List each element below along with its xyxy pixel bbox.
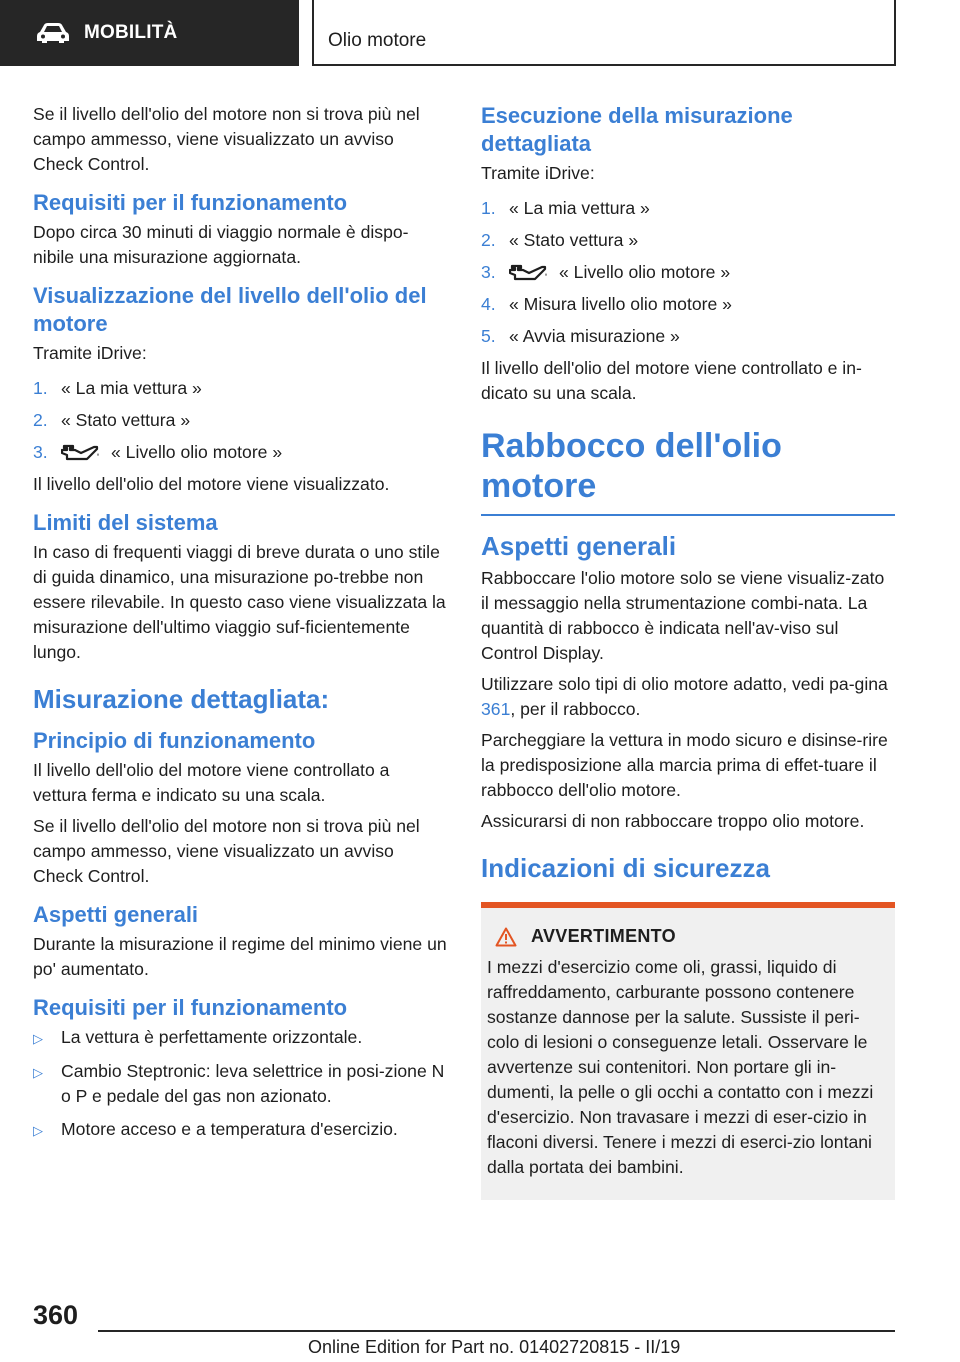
step-number: 5.	[481, 326, 496, 346]
display-level-result: Il livello dell'olio del motore viene visualizzato.	[33, 474, 390, 494]
warning-text: I mezzi d'esercizio come oli, grassi, liquido di raffreddamento, carburante possono contenere sostanze dannose per la salute. Sussiste il peri‐colo di lesioni o conseguenze letali. Osservare le avvertenze sui contenitori. Non portare gli in‐dumenti, la pelle o gli occhi a contatto con i mezzi d'esercizio. Non travasare i mezzi di eser‐cizio in flaconi diversi. Tenere i mezzi di eserci‐zio lontani dalla portata dei bambini.	[487, 957, 874, 1177]
list-item	[481, 288, 895, 320]
page-number: 360	[33, 1300, 79, 1330]
step-text: « Stato vettura »	[509, 230, 639, 250]
list-item	[481, 256, 895, 288]
list-item	[481, 192, 895, 224]
step-text: « Avvia misurazione »	[509, 326, 680, 346]
step-number: 3.	[33, 442, 48, 462]
list-item	[33, 404, 448, 436]
step-text: « La mia vettura »	[509, 198, 650, 218]
footer-divider	[98, 1330, 895, 1332]
general-heading: Aspetti generali	[33, 902, 199, 927]
warning-title: AVVERTIMENTO	[531, 926, 676, 946]
left-column	[33, 102, 448, 1151]
requirements-text: Dopo circa 30 minuti di viaggio normale è dispo‐nibile una misurazione aggiornata.	[33, 222, 409, 267]
chapter-header	[312, 0, 896, 66]
step-text: « Misura livello olio motore »	[509, 294, 732, 314]
warning-header	[487, 926, 887, 947]
display-level-heading: Visualizzazione del livello dell'olio del motore	[33, 283, 427, 336]
execution-steps	[481, 192, 895, 352]
list-item	[33, 372, 448, 404]
step-number: 3.	[481, 262, 496, 282]
chapter-name: Olio motore	[328, 30, 427, 51]
bullet-text: Cambio Steptronic: leva selettrice in posi‐zione N o P e pedale del gas non azionato.	[61, 1061, 445, 1106]
general-aspects-text-3: Parcheggiare la vettura in modo sicuro e disinse‐rire la predisposizione alla marcia prima di effet‐tuare il rabbocco dell'olio motore.	[481, 730, 888, 800]
warning-triangle-icon	[495, 927, 517, 947]
topup-heading: Rabbocco dell'olio motore	[481, 426, 895, 516]
bullet-text: La vettura è perfettamente orizzontale.	[61, 1027, 363, 1047]
principle-text-1: Il livello dell'olio del motore viene controllato a vettura ferma e indicato su una scala.	[33, 760, 390, 805]
step-text: « Livello olio motore »	[559, 262, 731, 282]
principle-text-2: Se il livello dell'olio del motore non si trova più nel campo ammesso, viene visualizzato un avviso Check Control.	[33, 816, 420, 886]
section-name: MOBILITÀ	[84, 22, 178, 43]
requirements-list	[33, 1025, 448, 1143]
step-number: 2.	[33, 410, 48, 430]
triangle-bullet-icon: ▷	[33, 1123, 43, 1138]
step-number: 1.	[481, 198, 496, 218]
right-column	[481, 102, 895, 1200]
list-item	[33, 436, 448, 468]
execution-heading: Esecuzione della misurazione dettagliata	[481, 103, 793, 156]
display-level-steps	[33, 372, 448, 468]
execution-result: Il livello dell'olio del motore viene controllato e in‐dicato su una scala.	[481, 358, 862, 403]
display-level-intro: Tramite iDrive:	[33, 343, 147, 363]
page-link[interactable]: 361	[481, 699, 511, 719]
list-item	[481, 320, 895, 352]
general-aspects-heading: Aspetti generali	[481, 531, 677, 561]
principle-heading: Principio di funzionamento	[33, 728, 316, 753]
warning-box	[481, 902, 895, 1200]
footer-edition: Online Edition for Part no. 01402720815 - II/19	[308, 1337, 681, 1357]
detailed-measurement-heading: Misurazione dettagliata:	[33, 684, 330, 714]
step-text: « La mia vettura »	[61, 378, 202, 398]
text-part: , per il rabbocco.	[510, 699, 641, 719]
requirements-heading-2: Requisiti per il funzionamento	[33, 995, 348, 1020]
section-tab	[0, 0, 299, 66]
step-text: « Livello olio motore »	[111, 442, 283, 462]
limits-heading: Limiti del sistema	[33, 510, 218, 535]
step-number: 2.	[481, 230, 496, 250]
general-aspects-text-2	[481, 672, 895, 722]
triangle-bullet-icon: ▷	[33, 1031, 43, 1046]
list-item	[33, 1117, 448, 1143]
limits-text: In caso di frequenti viaggi di breve durata o uno stile di guida dinamico, una misurazione po‐trebbe non essere rilevabile. In questo caso viene visualizzata la misurazione dell'ultimo viaggio suf‐ficientemente lungo.	[33, 542, 446, 662]
step-text: « Stato vettura »	[61, 410, 191, 430]
list-item	[33, 1059, 448, 1109]
step-number: 1.	[33, 378, 48, 398]
general-text: Durante la misurazione il regime del minimo viene un po' aumentato.	[33, 934, 447, 979]
list-item	[33, 1025, 448, 1051]
oil-can-icon	[509, 261, 549, 283]
intro-paragraph: Se il livello dell'olio del motore non si trova più nel campo ammesso, viene visualizzato un avviso Check Control.	[33, 104, 420, 174]
general-aspects-text-4: Assicurarsi di non rabboccare troppo olio motore.	[481, 811, 865, 831]
execution-intro: Tramite iDrive:	[481, 163, 595, 183]
triangle-bullet-icon: ▷	[33, 1065, 43, 1080]
general-aspects-text-1: Rabboccare l'olio motore solo se viene visualiz‐zato il messaggio nella strumentazione combi‐nata. La quantità di rabbocco è indicata nell'av‐viso sul Control Display.	[481, 568, 885, 663]
requirements-heading: Requisiti per il funzionamento	[33, 190, 348, 215]
safety-heading: Indicazioni di sicurezza	[481, 853, 770, 883]
step-number: 4.	[481, 294, 496, 314]
list-item	[481, 224, 895, 256]
car-icon	[36, 22, 70, 44]
bullet-text: Motore acceso e a temperatura d'esercizio.	[61, 1119, 398, 1139]
text-part: Utilizzare solo tipi di olio motore adatto, vedi pa‐gina	[481, 674, 888, 694]
oil-can-icon	[61, 441, 101, 463]
